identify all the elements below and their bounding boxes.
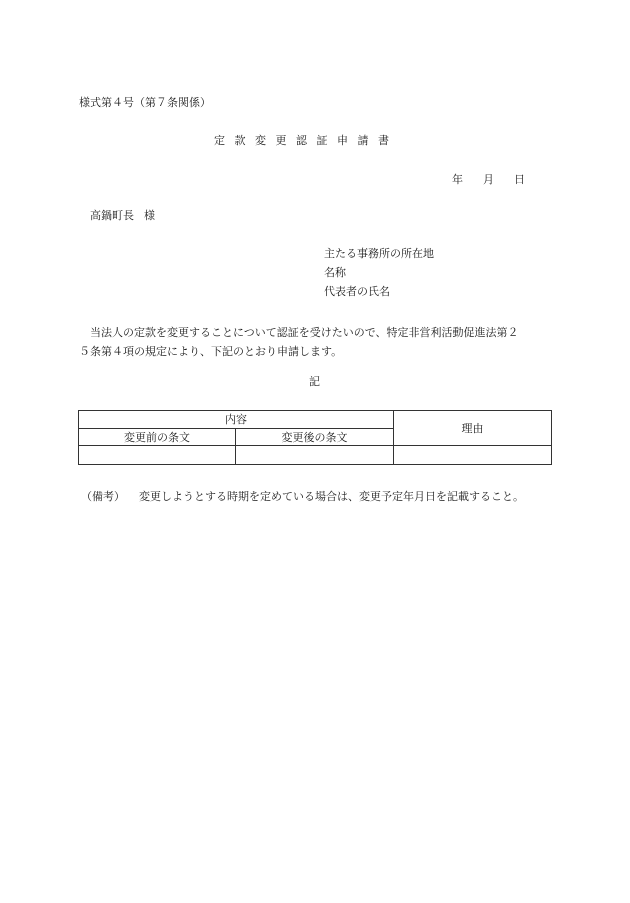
remarks-label: （備考） (81, 490, 125, 503)
statement-line-2: ５条第４項の規定により、下記のとおり申請します。 (79, 345, 343, 358)
remarks-text: 変更しようとする時期を定めている場合は、変更予定年月日を記載すること。 (139, 490, 524, 503)
content-header: 内容 (79, 411, 394, 429)
remarks (81, 491, 524, 502)
before-article-cell[interactable] (79, 446, 236, 465)
table-row (79, 446, 552, 465)
after-article-cell[interactable] (236, 446, 394, 465)
reason-cell[interactable] (394, 446, 552, 465)
statement-line-1: 当法人の定款を変更することについて認証を受けたいので、特定非営利活動促進法第２ (79, 326, 519, 339)
addressee (90, 210, 155, 221)
applicant-name-label: 名称 (324, 266, 346, 279)
after-article-header: 変更後の条文 (236, 429, 394, 446)
applicant-address-label: 主たる事務所の所在地 (324, 247, 434, 260)
document-title: 定款変更認証申請書 (214, 134, 399, 147)
date-year-label: 年 (452, 173, 463, 186)
date-month-label: 月 (483, 173, 494, 186)
addressee-honorific: 様 (144, 209, 155, 222)
application-statement (79, 323, 554, 361)
applicant-representative-label: 代表者の氏名 (324, 285, 390, 298)
reason-header: 理由 (394, 411, 552, 446)
form-number: 様式第４号（第７条関係） (79, 96, 211, 109)
ki-heading: 記 (309, 375, 320, 388)
date-day-label: 日 (514, 173, 525, 186)
addressee-name: 高鍋町長 (90, 209, 134, 222)
amendment-table (78, 410, 552, 465)
before-article-header: 変更前の条文 (79, 429, 236, 446)
date-line (452, 174, 525, 185)
